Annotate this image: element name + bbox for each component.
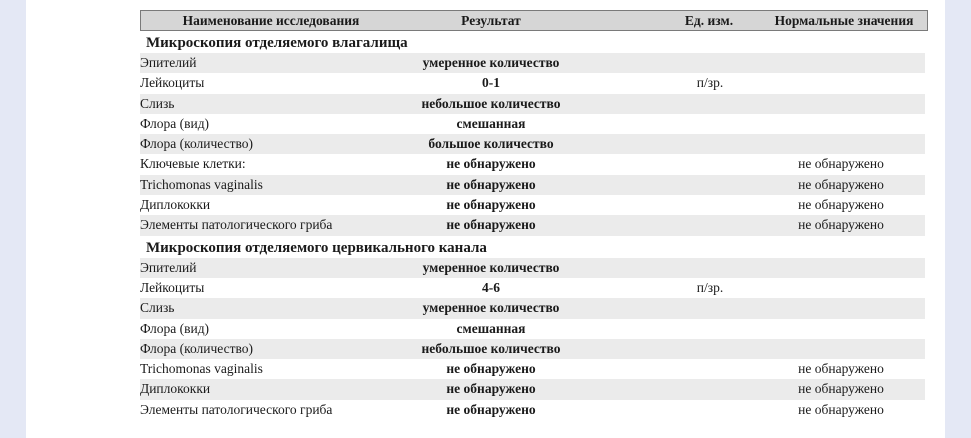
test-result: умеренное количество: [422, 55, 560, 70]
lab-report-table: [140, 10, 928, 420]
test-name: Диплококки: [140, 381, 211, 397]
test-name: Элементы патологического гриба: [140, 217, 333, 233]
table-row: [140, 215, 925, 235]
table-row: [140, 154, 928, 174]
test-result: не обнаружено: [446, 361, 536, 377]
table-row: [140, 53, 925, 73]
table-row: [140, 319, 928, 339]
test-result: смешанная: [456, 320, 526, 336]
table-row: [140, 175, 925, 195]
test-normal: не обнаружено: [798, 401, 884, 417]
table-row: [140, 258, 925, 278]
test-result: небольшое количество: [421, 95, 561, 111]
document-page: [26, 0, 945, 438]
test-name: Флора (вид): [140, 320, 210, 336]
table-row: [140, 195, 928, 215]
test-normal: не обнаружено: [798, 197, 884, 213]
test-normal: не обнаружено: [798, 381, 884, 397]
header-test-name: Наименование исследования: [182, 13, 360, 28]
header-normal-values: Нормальные значения: [774, 13, 914, 28]
test-result: умеренное количество: [422, 300, 560, 316]
test-normal: не обнаружено: [798, 217, 884, 233]
test-result: 0-1: [482, 75, 500, 91]
test-name: Диплококки: [140, 197, 211, 213]
test-unit: п/зр.: [696, 279, 724, 295]
test-name: Trichomonas vaginalis: [140, 176, 263, 192]
header-unit: Ед. изм.: [684, 13, 734, 28]
test-name: Флора (количество): [140, 340, 254, 356]
table-row: [140, 298, 925, 318]
test-name: Эпителий: [140, 55, 197, 70]
test-result: большое количество: [428, 136, 554, 152]
table-row: [140, 359, 928, 379]
test-result: 4-6: [482, 279, 500, 295]
test-name: Лейкоциты: [140, 75, 205, 91]
table-row: [140, 278, 928, 298]
header-result: Результат: [461, 13, 521, 28]
table-row: [140, 400, 928, 420]
test-result: не обнаружено: [446, 176, 536, 192]
test-unit: п/зр.: [696, 75, 724, 91]
test-result: не обнаружено: [446, 197, 536, 213]
test-result: не обнаружено: [446, 156, 536, 172]
test-name: Trichomonas vaginalis: [140, 361, 263, 377]
test-name: Флора (вид): [140, 115, 210, 131]
test-result: не обнаружено: [446, 401, 536, 417]
test-name: Слизь: [140, 300, 175, 316]
test-result: не обнаружено: [446, 381, 536, 397]
test-result: небольшое количество: [421, 340, 561, 356]
section-title-vaginal: Микроскопия отделяемого влагалища: [146, 35, 408, 51]
test-name: Слизь: [140, 95, 175, 111]
table-row: [140, 73, 928, 93]
test-normal: не обнаружено: [798, 176, 884, 192]
table-header: [140, 10, 928, 31]
table-row: [140, 339, 925, 359]
table-row: [140, 114, 928, 134]
test-result: не обнаружено: [446, 217, 536, 233]
test-name: Лейкоциты: [140, 279, 205, 295]
test-name: Флора (количество): [140, 136, 254, 152]
section-title-cervical: Микроскопия отделяемого цервикального канала: [146, 239, 487, 256]
test-name: Ключевые клетки:: [140, 156, 246, 172]
test-normal: не обнаружено: [798, 156, 884, 172]
test-name: Эпителий: [140, 259, 197, 275]
table-row: [140, 379, 925, 399]
test-result: смешанная: [456, 115, 526, 131]
test-result: умеренное количество: [422, 259, 560, 275]
test-normal: не обнаружено: [798, 361, 884, 377]
test-name: Элементы патологического гриба: [140, 401, 333, 417]
table-row: [140, 94, 925, 114]
table-row: [140, 134, 925, 154]
